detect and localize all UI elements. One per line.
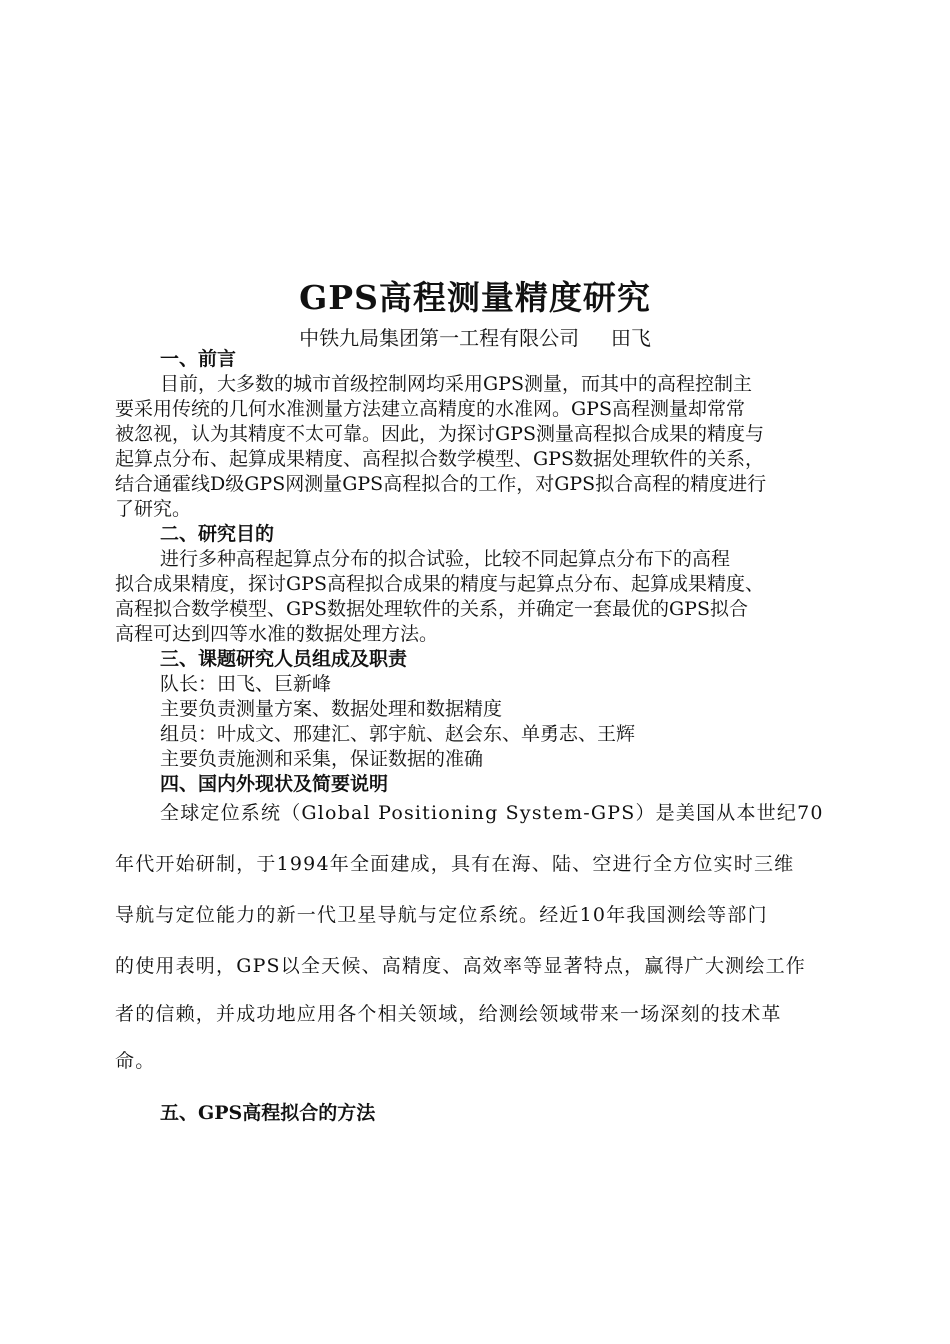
- section-heading-status: 四、国内外现状及简要说明: [160, 773, 389, 795]
- paragraph-line: 结合通霍线D级GPS网测量GPS高程拟合的工作，对GPS拟合高程的精度进行: [115, 473, 767, 495]
- section-heading-method: 五、GPS高程拟合的方法: [160, 1102, 376, 1124]
- paragraph-line: 拟合成果精度，探讨GPS高程拟合成果的精度与起算点分布、起算成果精度、: [115, 573, 764, 595]
- paragraph-line: 起算点分布、起算成果精度、高程拟合数学模型、GPS数据处理软件的关系，: [115, 448, 764, 470]
- paragraph-line: 组员：叶成文、邢建汇、郭宇航、赵会东、单勇志、王辉: [160, 723, 636, 745]
- paragraph-line: 导航与定位能力的新一代卫星导航与定位系统。经近10年我国测绘等部门: [115, 904, 768, 926]
- section-heading-personnel: 三、课题研究人员组成及职责: [160, 648, 408, 670]
- paragraph-line: 要采用传统的几何水准测量方法建立高精度的水准网。GPS高程测量却常常: [115, 398, 745, 420]
- paragraph-line: 主要负责施测和采集，保证数据的准确: [160, 748, 484, 770]
- paragraph-line: 命。: [115, 1050, 156, 1072]
- paragraph-line: 了研究。: [115, 498, 192, 520]
- paragraph-line: 年代开始研制，于1994年全面建成，具有在海、陆、空进行全方位实时三维: [115, 853, 795, 875]
- paragraph-line: 主要负责测量方案、数据处理和数据精度: [160, 698, 503, 720]
- paragraph-line: 者的信赖，并成功地应用各个相关领域，给测绘领域带来一场深刻的技术革: [115, 1003, 782, 1025]
- document-title: GPS高程测量精度研究: [299, 278, 651, 317]
- paragraph-line: 进行多种高程起算点分布的拟合试验，比较不同起算点分布下的高程: [160, 548, 731, 570]
- paragraph-line: 队长：田飞、巨新峰: [160, 673, 332, 695]
- section-heading-purpose: 二、研究目的: [160, 523, 275, 545]
- author-line: 中铁九局集团第一工程有限公司 田飞: [299, 326, 651, 350]
- paragraph-line: 高程拟合数学模型、GPS数据处理软件的关系，并确定一套最优的GPS拟合: [115, 598, 748, 620]
- paragraph-line: 被忽视，认为其精度不太可靠。因此，为探讨GPS测量高程拟合成果的精度与: [115, 423, 764, 445]
- paragraph-line: 目前，大多数的城市首级控制网均采用GPS测量，而其中的高程控制主: [160, 373, 752, 395]
- paragraph-line: 的使用表明，GPS以全天候、高精度、高效率等显著特点，赢得广大测绘工作: [115, 955, 806, 977]
- section-heading-preface: 一、前言: [160, 348, 237, 370]
- paragraph-line: 全球定位系统（Global Positioning System-GPS）是美国从本世纪70: [160, 802, 824, 824]
- paragraph-line: 高程可达到四等水准的数据处理方法。: [115, 623, 439, 645]
